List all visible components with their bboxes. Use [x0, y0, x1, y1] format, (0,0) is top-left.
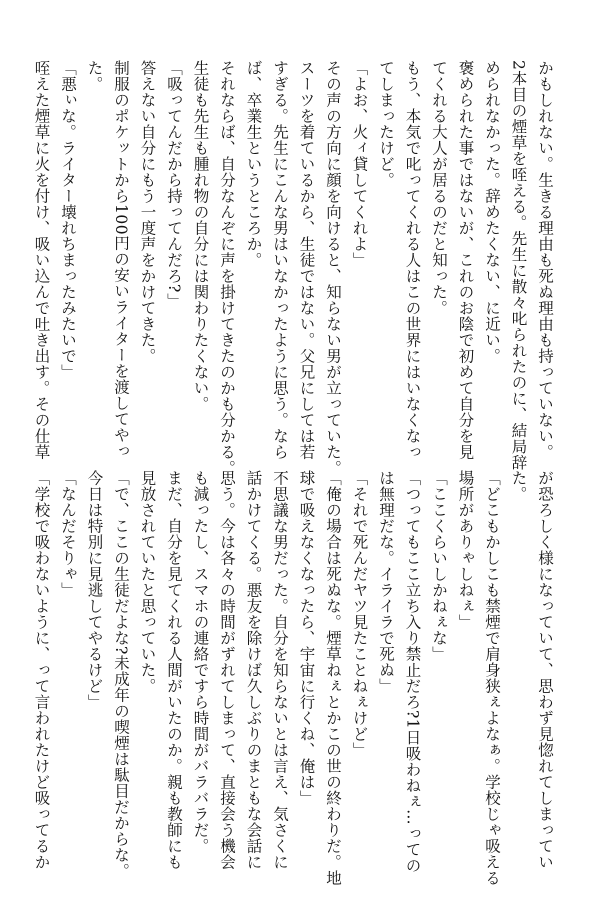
- text-line: 答えない自分にもう一度声をかけてきた。: [138, 60, 157, 364]
- text-line: すぎる。先生にこんな男はいなかったように思う。なら: [271, 60, 289, 460]
- text-line: 2本目の煙草を咥える。先生に散々叱られたのに、結局辞: [509, 60, 528, 471]
- text-line: 咥えた煙草に火を付け、吸い込んで吐き出す。その仕草: [32, 60, 51, 460]
- text-line: それならば、自分なんぞに声を掛けてきたのかも分かる。: [218, 60, 236, 476]
- text-line: スーツを着ているから、生徒ではない。父兄にしては若: [297, 60, 316, 460]
- text-line: 「ここくらいしかねぇな」: [430, 470, 448, 662]
- text-line: 「それで死んだヤツ見たことねぇけど」: [350, 470, 369, 758]
- text-line: められなかった。辞めたくない、に近い。: [483, 60, 501, 364]
- text-line: 「どこもかしこも禁煙で肩身狭ぇよなぁ。学校じゃ吸える: [483, 470, 501, 886]
- text-line: 「よお、火ィ貸してくれよ」: [350, 60, 369, 268]
- text-line: 「俺の場合は死ぬな。煙草ねぇとかこの世の終わりだ。地: [324, 470, 342, 886]
- text-line: が恐ろしく様になっていて、思わず見惚れてしまってい: [536, 470, 554, 870]
- text-line: てくれる大人が居るのだと知った。: [430, 60, 448, 316]
- text-line: 「悪ぃな。ライター壊れちまったみたいで」: [59, 60, 77, 380]
- text-line: も減ったし、スマホの連絡ですら時間がバラバラだ。: [191, 470, 210, 854]
- text-line: 話かけてくる。悪友を除けば久しぶりのまともな会話に: [244, 470, 263, 870]
- text-line: その声の方向に顔を向けると、知らない男が立っていた。: [324, 60, 342, 476]
- text-line: まだ、自分を見てくれる人間がいたのか。親も教師にも: [165, 470, 183, 870]
- text-line: 生徒も先生も腫れ物の自分には関わりたくない。: [191, 60, 210, 412]
- text-line: 「つってもここ立ち入り禁止だろ?1日吸わねぇ…っての: [403, 470, 422, 874]
- text-line: 「吸ってんだから持ってんだろ?」: [165, 60, 183, 309]
- text-line: た。: [85, 60, 104, 92]
- text-line: 「学校で吸わないように、って言われたけど吸ってるか: [32, 470, 51, 870]
- text-line: 場所がありゃしねぇ」: [456, 470, 475, 630]
- text-line: 「なんだそりゃ」: [59, 470, 77, 598]
- text-line: た。: [509, 470, 528, 502]
- text-line: は無理だな。イライラで死ぬ」: [377, 470, 395, 694]
- text-line: 制服のポケットから100円の安いライターを渡してやっ: [112, 60, 130, 460]
- text-line: 球で吸えなくなったら、宇宙に行くね、俺は」: [297, 470, 316, 806]
- lower-text-block: [32, 470, 558, 886]
- text-line: もう、本気で叱ってくれる人はこの世界にはいなくなっ: [403, 60, 422, 460]
- text-line: 今日は特別に見逃してやるけど」: [85, 470, 104, 710]
- text-line: 不思議な男だった。自分を知らないとは言え、気さくに: [271, 470, 289, 870]
- text-line: 見放されていたと思っていた。: [138, 470, 157, 694]
- text-line: 褒められた事ではないが、これのお陰で初めて自分を見: [456, 60, 475, 460]
- text-line: てしまったけど。: [377, 60, 395, 188]
- text-line: かもしれない。生きる理由も死ぬ理由も持っていない。: [536, 60, 554, 460]
- text-line: ば、卒業生というところか。: [244, 60, 263, 268]
- text-line: 「で、ここの生徒だよな?未成年の喫煙は駄目だからな。: [112, 470, 130, 879]
- text-line: 思う。今は各々の時間がずれてしまって、直接会う機会: [218, 470, 236, 870]
- upper-text-block: [32, 60, 558, 476]
